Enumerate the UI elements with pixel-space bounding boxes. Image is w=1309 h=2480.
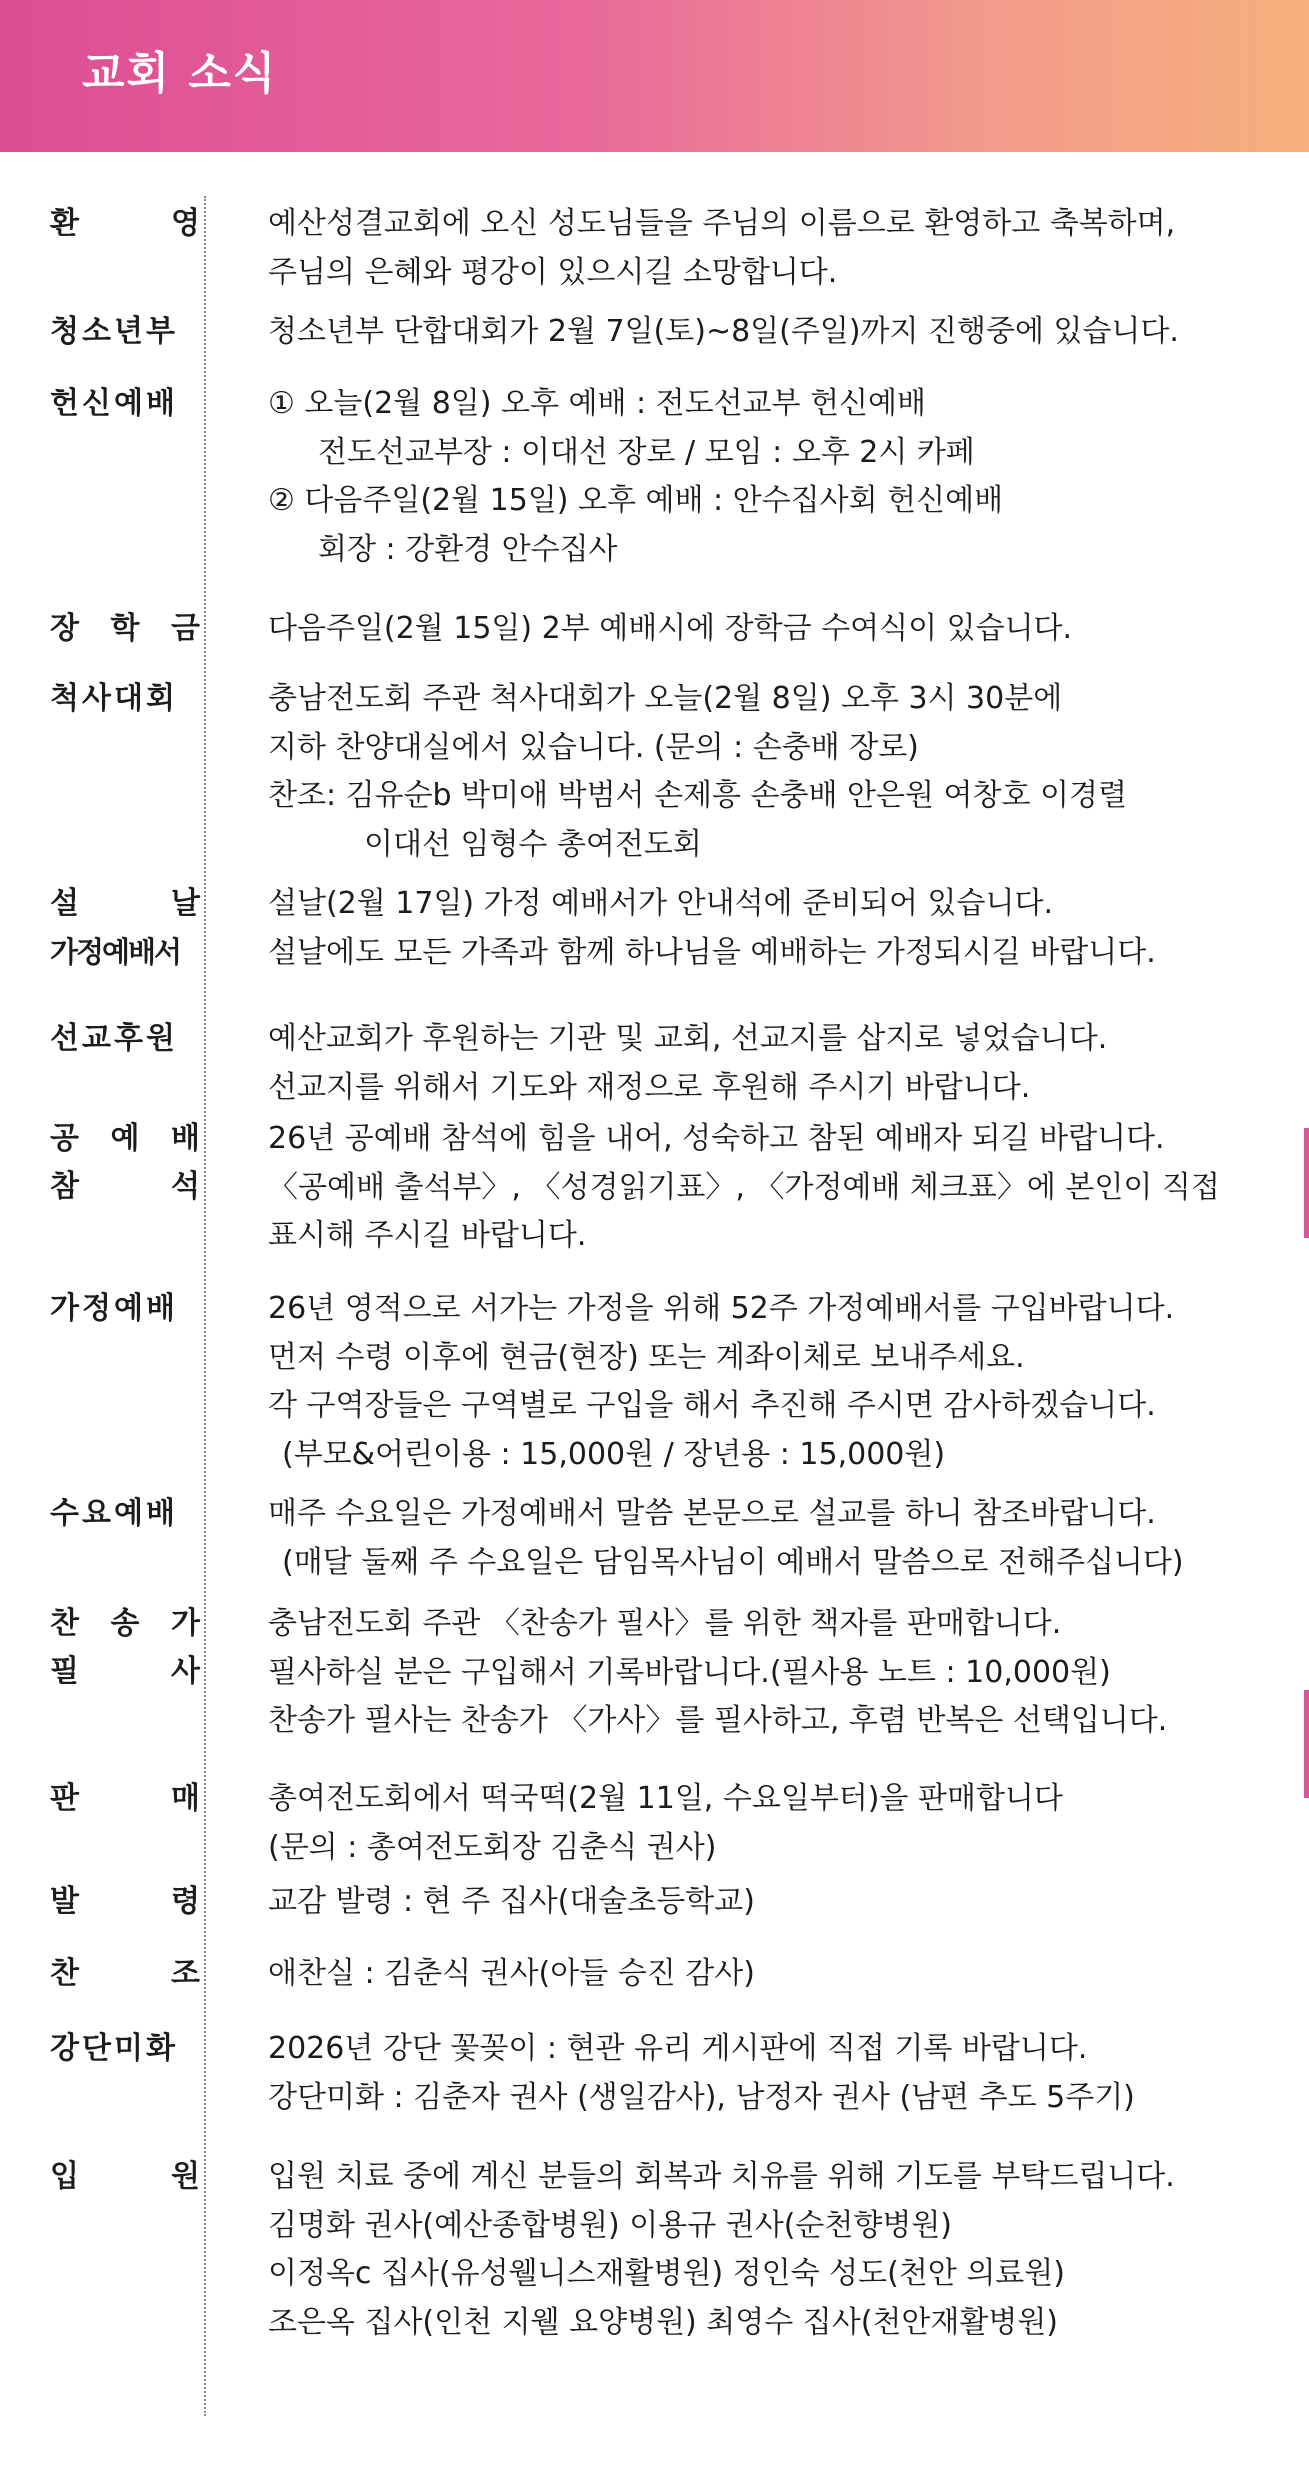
news-item-line: 전도선교부장 : 이대선 장로 / 모임 : 오후 2시 카페 [318, 434, 975, 470]
news-item-body [268, 605, 1278, 654]
label-char: 척사대회 [50, 681, 178, 716]
news-item-label [50, 380, 200, 428]
news-item-label-line [50, 1490, 200, 1538]
label-char: 가정예배 [50, 1291, 178, 1326]
news-item-line: 지하 찬양대실에서 있습니다. (문의 : 손충배 장로) [268, 729, 919, 765]
news-item-label-line [50, 1285, 200, 1333]
news-item-body [268, 308, 1278, 357]
news-item-label [50, 1600, 200, 1696]
label-char: 날 [171, 886, 200, 921]
news-item-label [50, 1115, 200, 1211]
label-char: 조 [171, 1956, 200, 1991]
label-char: 예 [110, 1121, 140, 1156]
page-title: 교회 소식 [82, 48, 278, 99]
news-item-label-line [50, 928, 200, 976]
label-char: 금 [171, 611, 200, 646]
news-item-line: (매달 둘째 주 수요일은 담임목사님이 예배서 말씀으로 전해주십니다) [282, 1544, 1184, 1580]
news-item-body [268, 1490, 1278, 1587]
label-char: 령 [171, 1884, 200, 1919]
label-char: 환 [50, 206, 79, 241]
news-item-label-line [50, 1648, 200, 1696]
label-char: 선교후원 [50, 1021, 178, 1056]
news-item-line: 이정옥c 집사(유성웰니스재활병원) 정인숙 성도(천안 의료원) [268, 2256, 1065, 2291]
label-char: 영 [171, 206, 200, 241]
news-item-line: (문의 : 총여전도회장 김춘식 권사) [268, 1829, 717, 1865]
news-item-label [50, 605, 200, 653]
label-char: 찬 [50, 1956, 79, 1991]
news-item-label [50, 200, 200, 248]
label-char: 공 [50, 1121, 79, 1156]
news-item-line: 표시해 주시길 바랍니다. [268, 1218, 587, 1253]
news-item-body [268, 2025, 1278, 2122]
news-item-line: 이대선 임형수 총여전도회 [364, 826, 702, 862]
news-item-line: 찬조: 김유순b 박미애 박범서 손제흥 손충배 안은원 여창호 이경렬 [268, 778, 1127, 813]
news-item-line: 26년 영적으로 서가는 가정을 위해 52주 가정예배서를 구입바랍니다. [268, 1291, 1175, 1326]
label-char: 판 [50, 1781, 79, 1816]
news-item-body [268, 1775, 1278, 1872]
news-item-line: 선교지를 위해서 기도와 재정으로 후원해 주시기 바랍니다. [268, 1069, 1031, 1105]
label-char: 찬 [50, 1606, 79, 1641]
news-item-body [268, 380, 1278, 574]
label-char: 송 [110, 1606, 140, 1641]
news-item-label-line [50, 1163, 200, 1211]
news-item-body [268, 1600, 1278, 1746]
news-item-line: 설날에도 모든 가족과 함께 하나님을 예배하는 가정되시길 바랍니다. [268, 934, 1156, 970]
label-char: 참 [50, 1169, 79, 1204]
label-char: 설 [50, 886, 79, 921]
news-item-line: 〈공예배 출석부〉, 〈성경읽기표〉, 〈가정예배 체크표〉에 본인이 직접 [268, 1169, 1220, 1205]
news-item-label [50, 1878, 200, 1926]
label-char: 사 [171, 1654, 200, 1689]
news-item-line: 입원 치료 중에 계신 분들의 회복과 치유를 위해 기도를 부탁드립니다. [268, 2159, 1175, 2194]
news-item-line: 충남전도회 주관 척사대회가 오늘(2월 8일) 오후 3시 30분에 [268, 681, 1063, 716]
news-item-line: 설날(2월 17일) 가정 예배서가 안내석에 준비되어 있습니다. [268, 886, 1053, 921]
news-item-label-line [50, 1775, 200, 1823]
label-char: 발 [50, 1884, 79, 1919]
label-char: 매 [171, 1781, 200, 1816]
news-item-label [50, 1490, 200, 1538]
news-item-label-line [50, 880, 200, 928]
news-item-label [50, 308, 200, 356]
news-item-body [268, 1015, 1278, 1112]
news-item-line: 2026년 강단 꽃꽂이 : 현관 유리 게시판에 직접 기록 바랍니다. [268, 2031, 1088, 2066]
news-item-body [268, 1285, 1278, 1479]
news-item-label-line [50, 1600, 200, 1648]
news-item-line: 청소년부 단합대회가 2월 7일(토)~8일(주일)까지 진행중에 있습니다. [268, 314, 1179, 349]
news-item-label-line [50, 1015, 200, 1063]
news-item-line: ① 오늘(2월 8일) 오후 예배 : 전도선교부 헌신예배 [268, 386, 926, 421]
news-item-line: 각 구역장들은 구역별로 구입을 해서 추진해 주시면 감사하겠습니다. [268, 1388, 1156, 1423]
news-item-body [268, 2153, 1278, 2347]
news-item-label [50, 1285, 200, 1333]
news-item-label [50, 1950, 200, 1998]
label-char: 가 [171, 1606, 200, 1641]
news-item-label [50, 675, 200, 723]
news-item-line: 충남전도회 주관 〈찬송가 필사〉를 위한 책자를 판매합니다. [268, 1606, 1062, 1641]
news-item-label [50, 1775, 200, 1823]
news-item-label [50, 880, 200, 976]
label-char: 학 [110, 611, 140, 646]
news-item-label-line [50, 380, 200, 428]
news-item-body [268, 1115, 1278, 1261]
news-item-line: 26년 공예배 참석에 힘을 내어, 성숙하고 참된 예배자 되길 바랍니다. [268, 1121, 1165, 1156]
news-item-label-line [50, 1115, 200, 1163]
news-item-label [50, 1015, 200, 1063]
label-char: 필 [50, 1654, 79, 1689]
news-item-label-line [50, 675, 200, 723]
label-char: 강단미화 [50, 2031, 178, 2066]
news-item-line: 필사하실 분은 구입해서 기록바랍니다.(필사용 노트 : 10,000원) [268, 1654, 1111, 1690]
news-item-label-line [50, 200, 200, 248]
news-item-line: 김명화 권사(예산종합병원) 이용규 권사(순천향병원) [268, 2207, 953, 2243]
news-item-line: 다음주일(2월 15일) 2부 예배시에 장학금 수여식이 있습니다. [268, 611, 1073, 646]
label-char: 석 [171, 1169, 200, 1204]
label-char: 헌신예배 [50, 386, 178, 421]
news-item-line: 먼저 수령 이후에 현금(현장) 또는 계좌이체로 보내주세요. [268, 1339, 1025, 1375]
news-item-line: 예산교회가 후원하는 기관 및 교회, 선교지를 삽지로 넣었습니다. [268, 1021, 1108, 1056]
news-item-label-line [50, 2025, 200, 2073]
label-char: 원 [171, 2159, 200, 2194]
news-item-label-line [50, 308, 200, 356]
news-item-line: 총여전도회에서 떡국떡(2월 11일, 수요일부터)을 판매합니다 [268, 1781, 1063, 1816]
news-item-label-line [50, 1950, 200, 1998]
news-item-line: 매주 수요일은 가정예배서 말씀 본문으로 설교를 하니 참조바랍니다. [268, 1496, 1156, 1531]
news-item-line: 회장 : 강환경 안수집사 [318, 531, 618, 567]
news-item-label-line [50, 605, 200, 653]
news-item-line: 교감 발령 : 현 주 집사(대술초등학교) [268, 1884, 755, 1919]
news-item-body [268, 675, 1278, 869]
label-char: 배 [171, 1121, 200, 1156]
news-item-label [50, 2025, 200, 2073]
news-item-label [50, 2153, 200, 2201]
news-item-body [268, 1950, 1278, 1999]
news-item-line: (부모&어린이용 : 15,000원 / 장년용 : 15,000원) [282, 1436, 946, 1472]
news-item-line: 조은옥 집사(인천 지웰 요양병원) 최영수 집사(천안재활병원) [268, 2304, 1059, 2340]
news-item-line: 찬송가 필사는 찬송가 〈가사〉를 필사하고, 후렴 반복은 선택입니다. [268, 1703, 1168, 1738]
label-char: 가정예배서 [50, 935, 181, 969]
label-char: 수요예배 [50, 1496, 178, 1531]
news-item-line: 예산성결교회에 오신 성도님들을 주님의 이름으로 환영하고 축복하며, [268, 206, 1176, 241]
news-item-body [268, 200, 1278, 297]
news-item-line: 주님의 은혜와 평강이 있으시길 소망합니다. [268, 254, 838, 290]
news-item-line: 애찬실 : 김춘식 권사(아들 승진 감사) [268, 1956, 755, 1991]
label-char: 입 [50, 2159, 79, 2194]
news-item-label-line [50, 2153, 200, 2201]
label-char: 청소년부 [50, 314, 178, 349]
news-item-body [268, 880, 1278, 977]
label-char: 장 [50, 611, 79, 646]
news-item-line: ② 다음주일(2월 15일) 오후 예배 : 안수집사회 헌신예배 [268, 483, 1004, 518]
news-item-body [268, 1878, 1278, 1927]
news-item-label-line [50, 1878, 200, 1926]
news-item-line: 강단미화 : 김춘자 권사 (생일감사), 남정자 권사 (남편 추도 5주기) [268, 2079, 1135, 2115]
